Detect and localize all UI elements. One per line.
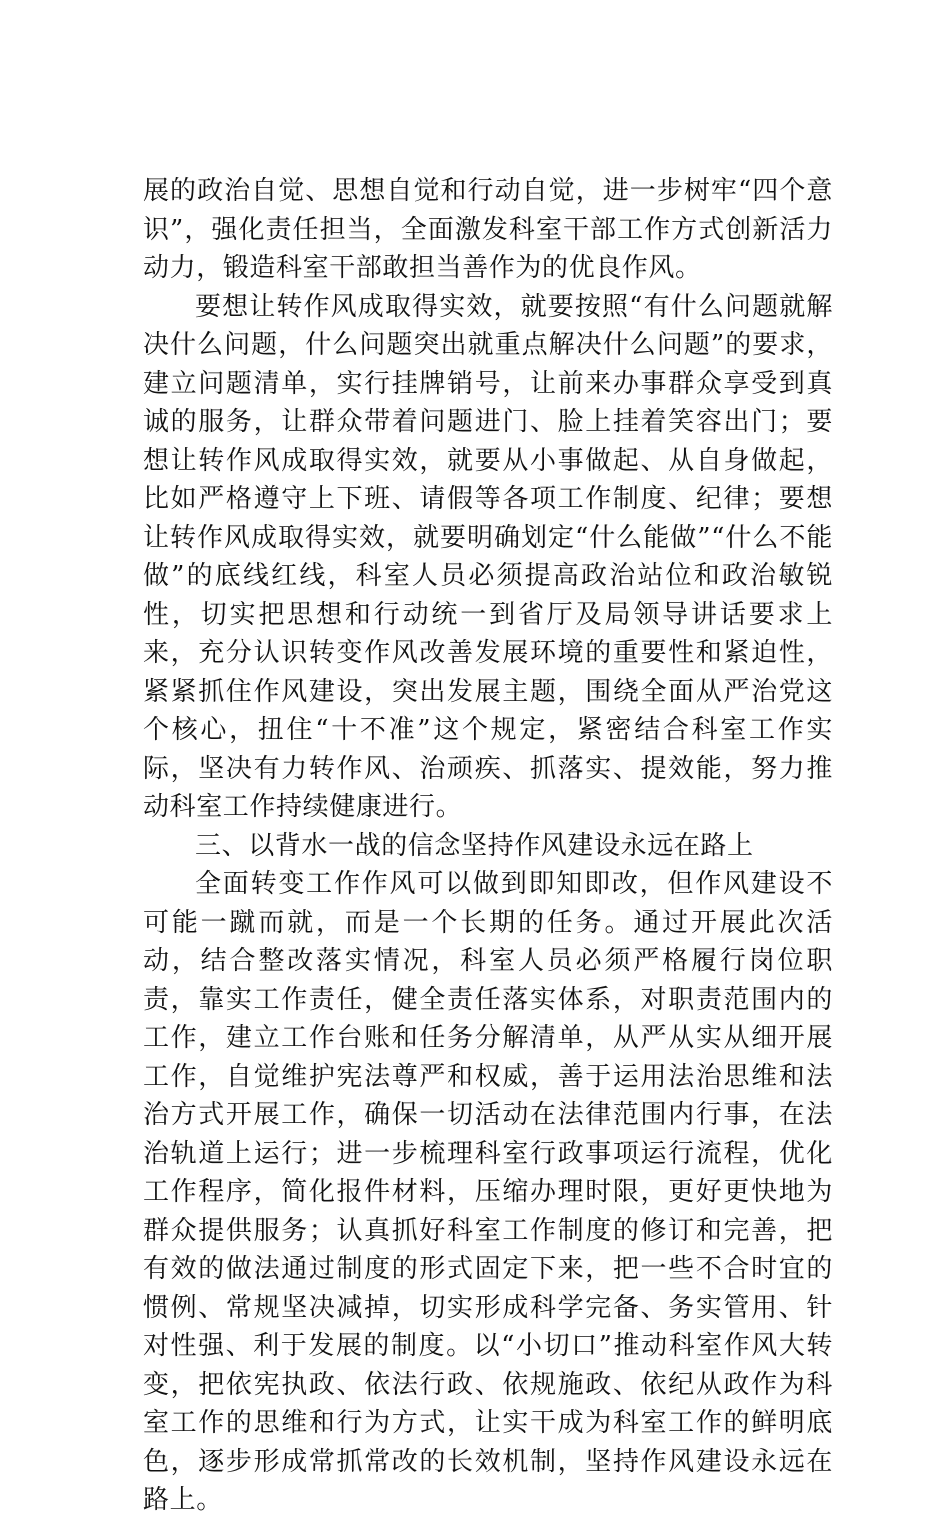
paragraph-continuation: 展的政治自觉、思想自觉和行动自觉，进一步树牢“四个意识”，强化责任担当，全面激发科室干部工作方式创新活力动力，锻造科室干部敢担当善作为的优良作风。 [143, 176, 833, 283]
paragraph-long-term-task: 全面转变工作作风可以做到即知即改，但作风建设不可能一蹴而就，而是一个长期的任务。通过开展此次活动，结合整改落实情况，科室人员必须严格履行岗位职责，靠实工作责任，健全责任落实体系，对职责范围内的工作，建立工作台账和任务分解清单，从严从实从细开展工作，自觉维护宪法尊严和权威，善于运用法治思维和法治方式开展工作，确保一切活动在法律范围内行事，在法治轨道上运行；进一步梳理科室行政事项运行流程，优化工作程序，简化报件材料，压缩办理时限，更好更快地为群众提供服务；认真抓好科室工作制度的修订和完善，把有效的做法通过制度的形式固定下来，把一些不合时宜的惯例、常规坚决减掉，切实形成科学完备、务实管用、针对性强、利于发展的制度。以“小切口”推动科室作风大转变，把依宪执政、依法行政、依规施政、依纪从政作为科室工作的思维和行为方式，让实干成为科室工作的鲜明底色，逐步形成常抓常改的长效机制，坚持作风建设永远在路上。 [143, 869, 833, 1515]
document-body [143, 172, 833, 1520]
section-heading-three: 三、以背水一战的信念坚持作风建设永远在路上 [195, 830, 754, 861]
paragraph-transform-style: 要想让转作风成取得实效，就要按照“有什么问题就解决什么问题，什么问题突出就重点解决什么问题”的要求，建立问题清单，实行挂牌销号，让前来办事群众享受到真诚的服务，让群众带着问题进门、脸上挂着笑容出门；要想让转作风成取得实效，就要从小事做起、从自身做起，比如严格遵守上下班、请假等各项工作制度、纪律；要想让转作风成取得实效，就要明确划定“什么能做”“什么不能做”的底线红线，科室人员必须提高政治站位和政治敏锐性，切实把思想和行动统一到省厅及局领导讲话要求上来，充分认识转变作风改善发展环境的重要性和紧迫性，紧紧抓住作风建设，突出发展主题，围绕全面从严治党这个核心，扭住“十不准”这个规定，紧密结合科室工作实际，坚决有力转作风、治顽疾、抓落实、提效能，努力推动科室工作持续健康进行。 [143, 291, 833, 822]
